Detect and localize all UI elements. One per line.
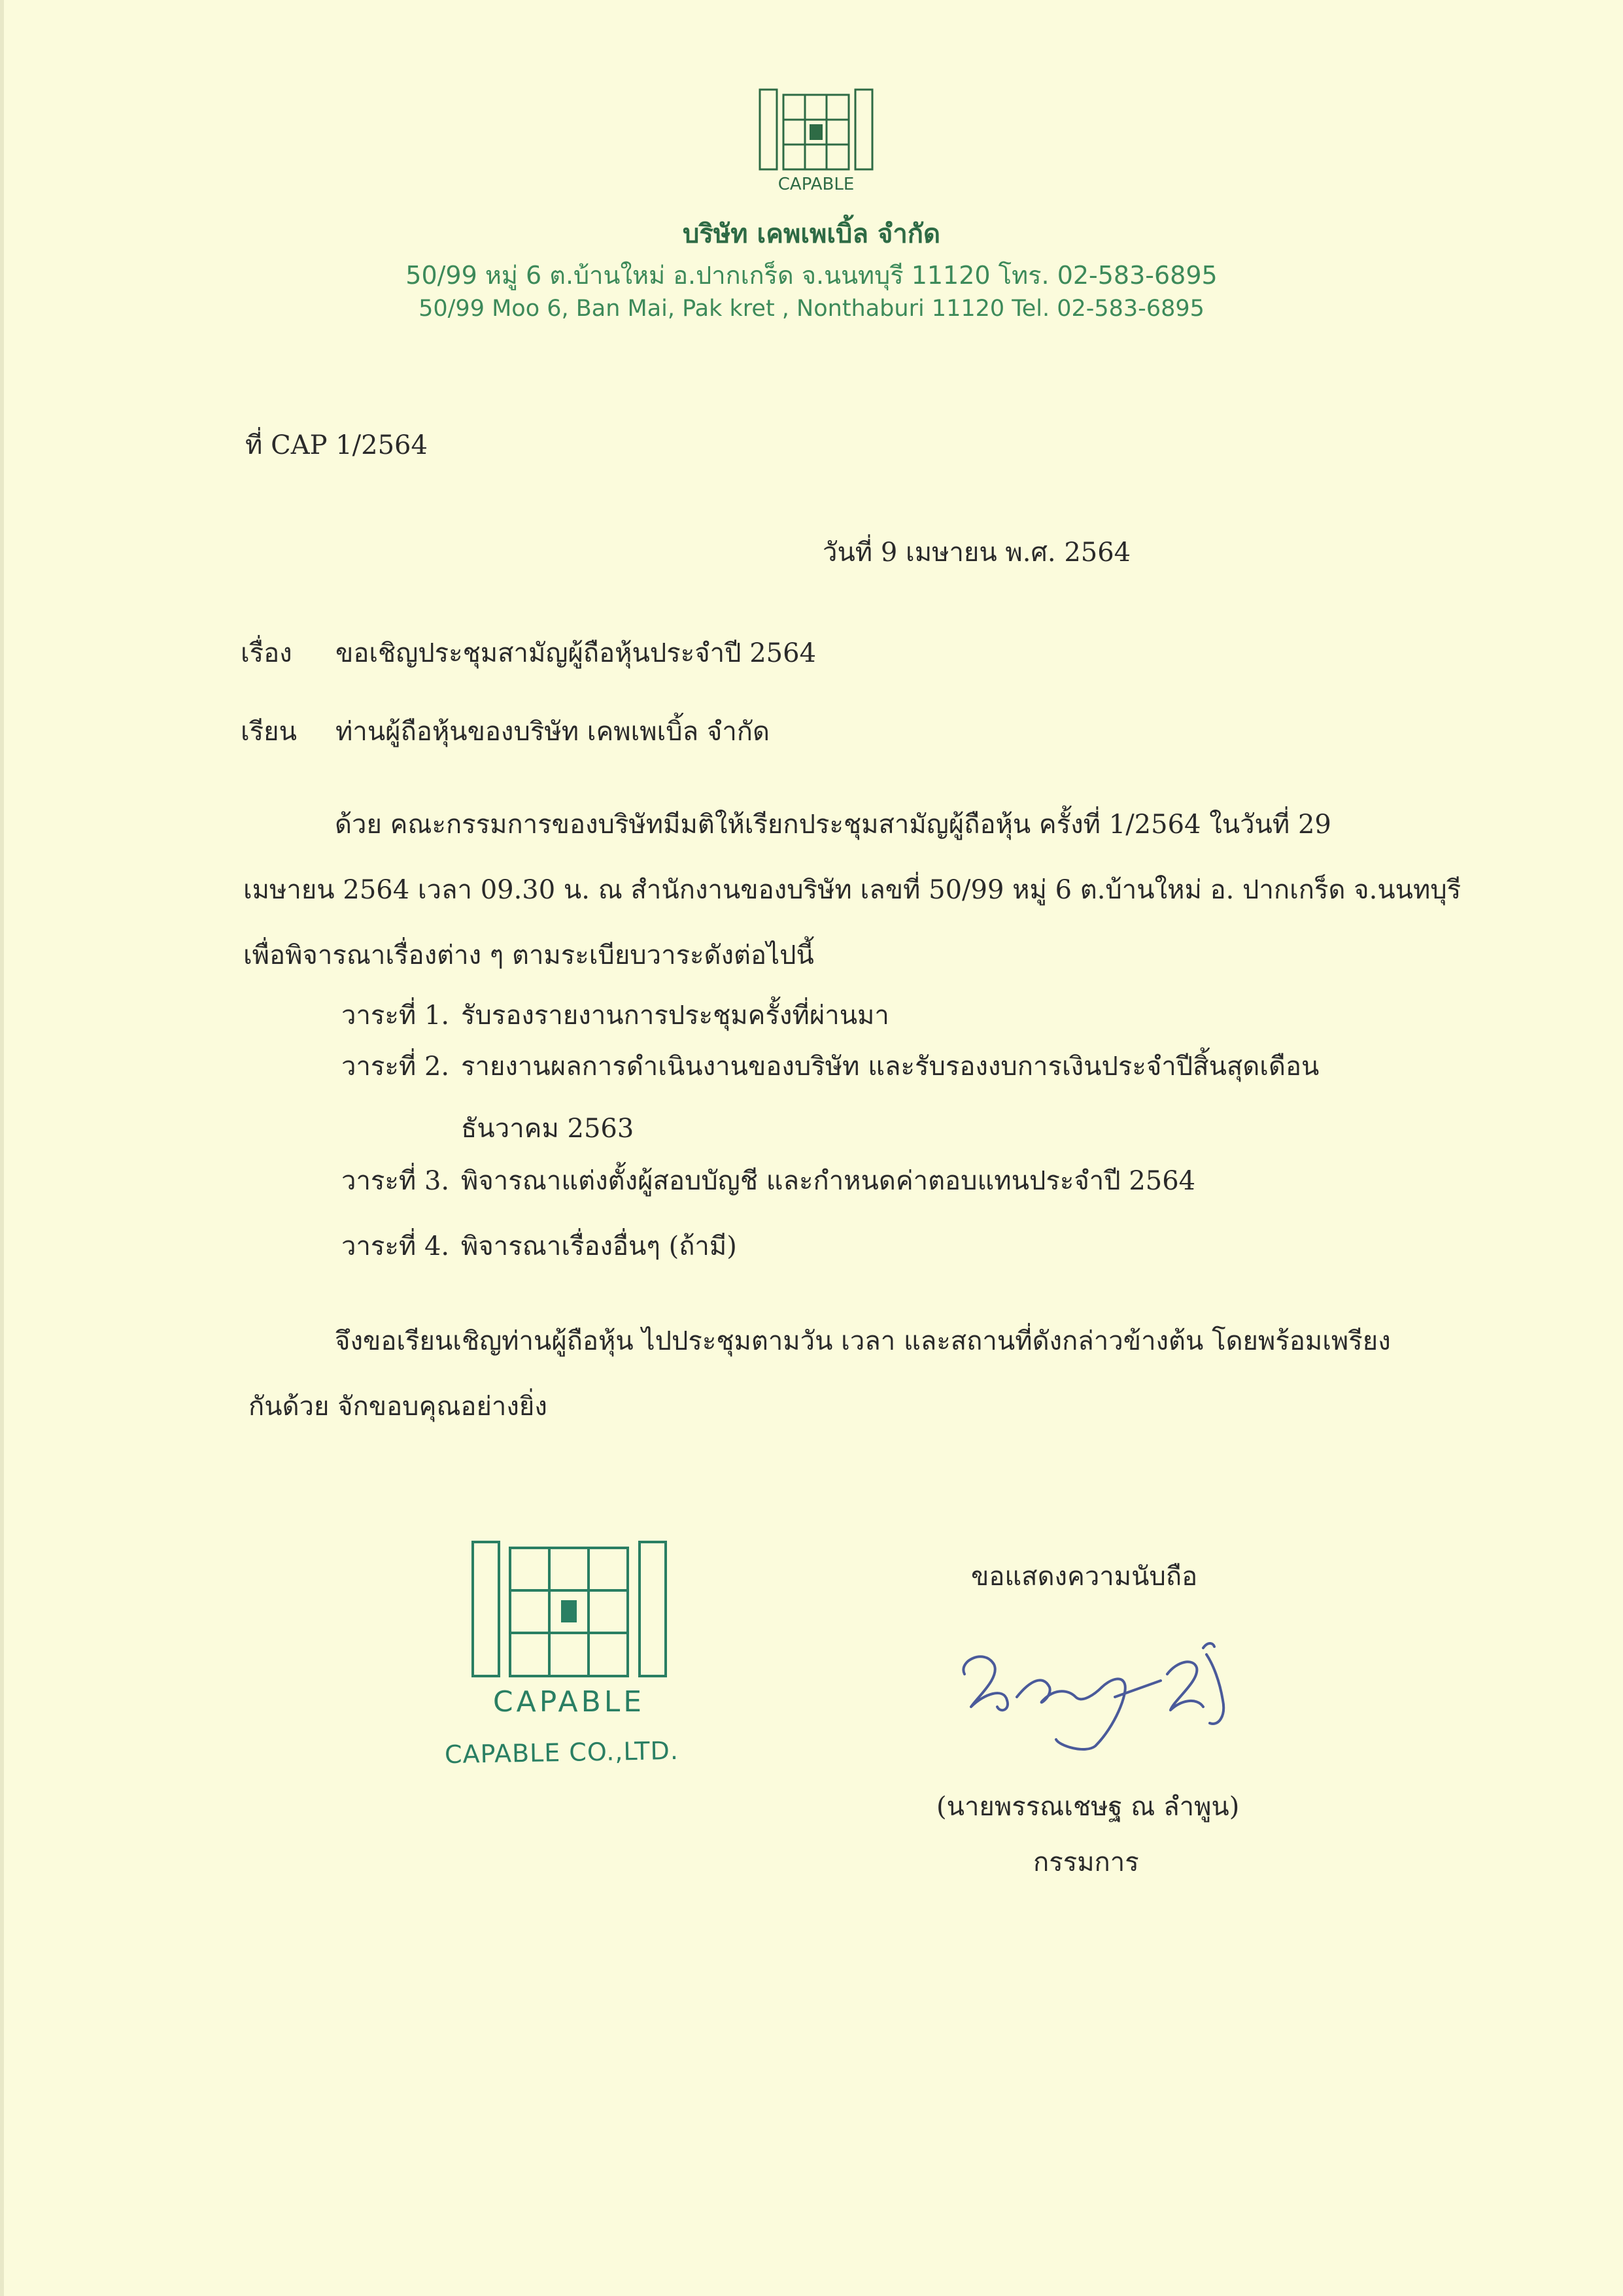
agenda-label: วาระที่ 3. <box>341 1166 450 1196</box>
recipient-label: เรียน <box>241 717 297 747</box>
stamp-logo-text: CAPABLE <box>492 1685 645 1719</box>
agenda-item-continuation: ธันวาคม 2563 <box>461 1114 634 1144</box>
stamp-company-name: CAPABLE CO.,LTD. <box>444 1736 679 1770</box>
letter-date: วันที่ 9 เมษายน พ.ศ. 2564 <box>823 538 1131 568</box>
body-line-1: ด้วย คณะกรรมการของบริษัทมีมติให้เรียกประชุมสามัญผู้ถือหุ้น ครั้งที่ 1/2564 ในวันที่ 29 <box>335 810 1331 840</box>
subject-text: ขอเชิญประชุมสามัญผู้ถือหุ้นประจำปี 2564 <box>335 638 817 668</box>
agenda-item-text: รายงานผลการดำเนินงานของบริษัท และรับรองงบการเงินประจำปีสิ้นสุดเดือน <box>461 1052 1320 1082</box>
handwritten-signature <box>945 1635 1259 1759</box>
body-line-2: เมษายน 2564 เวลา 09.30 น. ณ สำนักงานของบริษัท เลขที่ 50/99 หมู่ 6 ต.บ้านใหม่ อ. ปากเกร็ด จ.นนทบุรี <box>243 875 1461 905</box>
regards: ขอแสดงความนับถือ <box>971 1562 1198 1592</box>
subject-label: เรื่อง <box>241 638 292 668</box>
agenda-label: วาระที่ 4. <box>341 1231 450 1261</box>
agenda-item-text: พิจารณาเรื่องอื่นๆ (ถ้ามี) <box>461 1231 737 1261</box>
closing-line-2: กันด้วย จักขอบคุณอย่างยิ่ง <box>248 1392 547 1422</box>
agenda-item-text: พิจารณาแต่งตั้งผู้สอบบัญชี และกำหนดค่าตอบแทนประจำปี 2564 <box>461 1166 1196 1196</box>
reference-number: ที่ CAP 1/2564 <box>245 430 428 460</box>
closing-line-1: จึงขอเรียนเชิญท่านผู้ถือหุ้น ไปประชุมตามวัน เวลา และสถานที่ดังกล่าวข้างต้น โดยพร้อมเพรียง <box>335 1326 1391 1356</box>
company-logo <box>759 88 874 193</box>
address-th: 50/99 หมู่ 6 ต.บ้านใหม่ อ.ปากเกร็ด จ.นนทบุรี 11120 โทร. 02-583-6895 <box>405 261 1218 290</box>
company-stamp <box>471 1540 667 1726</box>
body-line-3: เพื่อพิจารณาเรื่องต่าง ๆ ตามระเบียบวาระดังต่อไปนี้ <box>243 940 814 970</box>
signer-position: กรรมการ <box>1033 1847 1139 1877</box>
recipient-text: ท่านผู้ถือหุ้นของบริษัท เคพเพเบิ้ล จำกัด <box>335 717 770 747</box>
address-en: 50/99 Moo 6, Ban Mai, Pak kret , Nonthaburi 11120 Tel. 02-583-6895 <box>419 296 1204 322</box>
company-name-th: บริษัท เคพเพเบิ้ล จำกัด <box>683 219 940 249</box>
agenda-item-text: รับรองรายงานการประชุมครั้งที่ผ่านมา <box>461 1001 889 1031</box>
logo-text: CAPABLE <box>777 175 855 193</box>
agenda-label: วาระที่ 1. <box>341 1001 450 1031</box>
agenda-label: วาระที่ 2. <box>341 1052 450 1082</box>
signer-name: (นายพรรณเชษฐ ณ ลำพูน) <box>936 1792 1240 1822</box>
